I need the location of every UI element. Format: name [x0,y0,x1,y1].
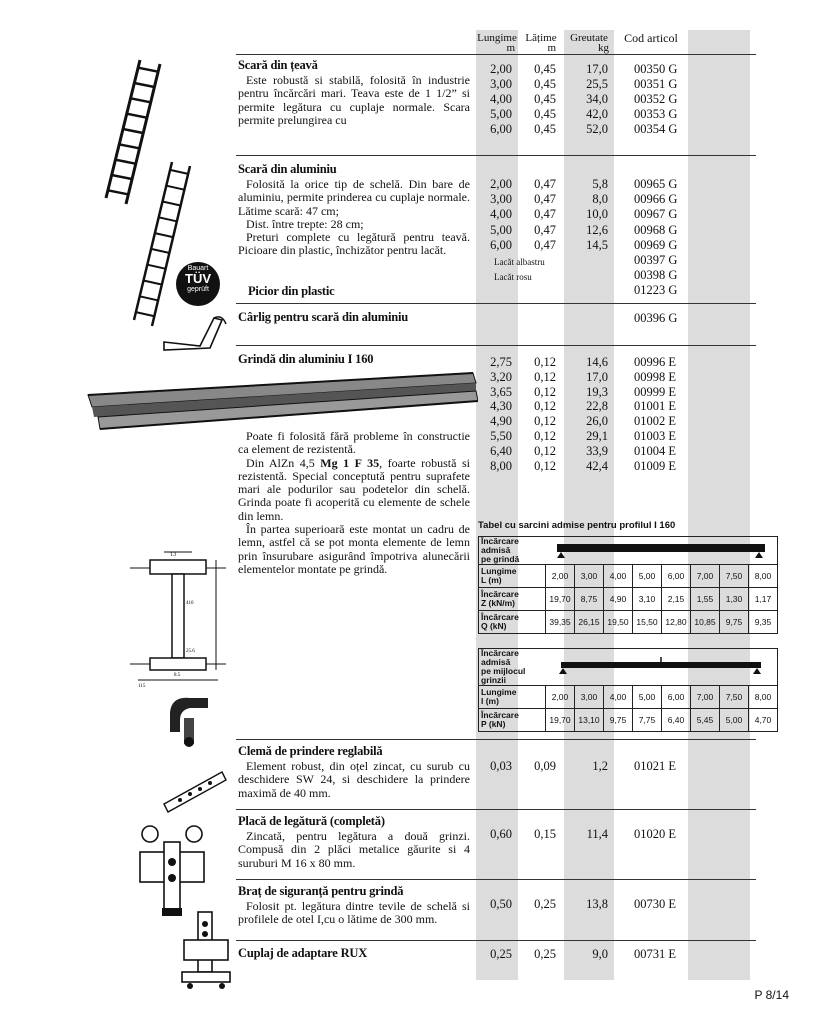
t2-head-line1: Încărcare admisă [481,648,519,667]
ladder-rung [147,265,165,269]
clema-lungime: 0,03 [490,759,512,773]
hook-image [160,312,240,354]
section-desc-placa: Zincată, pentru legătura a două grinzi. Compusă din 2 plăci metalice găurite si 4 suruburi M 16 x 80 mm. [238,829,470,870]
t2-p-cell-8: 4,70 [749,709,778,732]
aluminiu-row-1-greutate: 5,8 [592,177,608,191]
t2-length-cell-6: 7,00 [691,686,720,709]
aluminiu-row-5-lungime: 6,00 [490,237,512,252]
t1-row-z-label [479,588,546,611]
aluminiu-row-1-latime: 0,47 [534,177,556,191]
t1-r2-unit: Z (kN/m) [481,598,515,608]
brat-latime: 0,25 [534,897,556,911]
t1-beam-diagram [546,537,778,565]
grinda-row-8-cod: 01009 E [634,458,677,473]
t2-p-cell-3: 9,75 [604,709,633,732]
header-latime-unit: m [547,42,556,54]
grinda-row-5-lungime: 4,90 [490,414,512,429]
lock-blue-label [494,256,545,270]
clema-cod: 01021 E [634,759,677,773]
aluminiu-row-2-cod: 00966 G [634,192,678,207]
profile-cross-section-drawing [128,548,228,688]
teava-row-3-latime: 0,45 [534,92,556,106]
t2-r2-unit: P (kN) [481,719,506,729]
cuplaj-latime: 0,25 [534,947,556,961]
placa-cod: 01020 E [634,827,677,841]
ladder-rung [138,68,158,72]
load-table-2 [478,648,778,732]
grinda-para-2-rest: , foarte robustă si rezistentă. Special conceptută pentru suprafete mari ale podurilor sau podetelor din schelă. Grinda poate fi acoperită cu elemente de schele din lemn. [238,455,471,523]
aluminiu-row-4-cod: 00968 G [634,222,678,237]
desc-line-3: Preturi complete cu legătură pentru teavă. Picioare din plastic, închizător pentru lacăt. [238,230,470,258]
foot-code: 01223 G [634,283,678,297]
ladder-rung [151,249,169,253]
t2-length-cell-2: 3,00 [575,686,604,709]
teava-row-4-latime: 0,45 [534,107,556,121]
t2-length-cell-8: 8,00 [749,686,778,709]
teava-row-4-greutate: 42,0 [586,107,608,121]
t2-p-cell-5: 6,40 [662,709,691,732]
ladder-rung [123,129,143,133]
t2-head [479,649,546,686]
ladder-rung [163,202,181,206]
section-desc-grinda [238,430,470,576]
dim-top: 13 [170,552,176,558]
brat-cod: 00730 E [634,897,677,911]
desc-line-2: Dist. între trepte: 28 cm; [246,216,364,231]
t1-r3-name: Încărcare [481,612,519,622]
dim-base: 8.5 [174,673,181,678]
grinda-material-bold: Mg 1 F 35 [320,455,380,470]
teava-row-3-lungime: 4,00 [490,92,512,106]
grinda-row-1-latime: 0,12 [534,355,556,369]
t2-length-cell-1: 2,00 [546,686,575,709]
clema-latime: 0,09 [534,759,556,773]
teava-row-2-cod: 00351 G [634,77,678,91]
column-shade-extra [688,30,750,980]
t1-q-cell-2: 26,15 [575,611,604,634]
section-title-clema: Clemă de prindere reglabilă [238,744,383,758]
grinda-row-8-latime: 0,12 [534,458,556,473]
load-table-caption: Tabel cu sarcini admise pentru profilul I 160 [478,520,676,531]
t1-head-line2: pe grindă [481,554,520,564]
section-desc-clema: Element robust, din oțel zincat, cu surub cu deschidere SW 24, si deschidere la prindere maximă de 40 mm. [238,759,470,800]
grinda-para-2 [238,457,470,523]
section-title-cuplaj: Cuplaj de adaptare RUX [238,946,368,960]
cuplaj-cod: 00731 E [634,947,677,961]
t1-r1-unit: L (m) [481,575,502,585]
teava-row-2-lungime: 3,00 [490,77,512,91]
aluminiu-row-3-lungime: 4,00 [490,207,512,222]
ladder-rung [170,170,188,174]
grinda-row-3-cod: 00999 E [634,384,677,399]
aluminiu-row-5-cod: 00969 G [634,237,678,252]
grinda-para-1: Poate fi folosită fără probleme în constructie ca element de rezistentă. [238,429,470,457]
plate-image [160,768,230,816]
teava-row-3-greutate: 34,0 [586,92,608,106]
placa-lungime: 0,60 [490,827,512,841]
aluminiu-row-5-latime: 0,47 [534,237,556,252]
t2-p-cell-1: 19,70 [546,709,575,732]
t1-z-cell-6: 1,55 [691,588,720,611]
t1-length-cell-4: 5,00 [633,565,662,588]
t1-row-q-label [479,611,546,634]
t1-length-cell-5: 6,00 [662,565,691,588]
t2-r2-name: Încărcare [481,710,519,720]
header-greutate-label: Greutate [570,32,608,44]
t1-z-cell-4: 3,10 [633,588,662,611]
divider-5 [236,739,756,740]
t2-length-cell-5: 6,00 [662,686,691,709]
grinda-row-8-greutate: 42,4 [586,458,608,473]
aluminiu-row-4-latime: 0,47 [534,222,556,237]
section-desc-brat: Folosit pt. legătura dintre tevile de schelă si profilele de otel I,cu o lătime de 300 mm. [238,899,470,927]
page-number: P 8/14 [754,988,789,1002]
grinda-row-5-latime: 0,12 [534,414,556,429]
subtitle-picior-plastic: Picior din plastic [248,284,335,298]
grinda-row-7-greutate: 33,9 [586,443,608,458]
dim-flange: 25.6 [186,649,195,654]
ladder-rung [136,312,154,316]
clamp-image [162,692,218,748]
dim-width: 115 [138,684,146,688]
aluminiu-row-3-cod: 00967 G [634,207,678,222]
teava-row-5-greutate: 52,0 [586,122,608,136]
t1-z-cell-5: 2,15 [662,588,691,611]
t1-row-length-label [479,565,546,588]
t2-p-cell-2: 13,10 [575,709,604,732]
divider-2 [236,155,756,156]
aluminiu-row-3-latime: 0,47 [534,207,556,222]
header-greutate-unit: kg [598,42,609,54]
grinda-row-2-cod: 00998 E [634,369,677,384]
grinda-row-6-lungime: 5,50 [490,429,512,443]
grinda-row-1-greutate: 14,6 [586,355,608,369]
section-title-grinda: Grindă din aluminiu I 160 [238,352,374,366]
grinda-row-1-lungime: 2,75 [490,355,512,369]
divider-6 [236,809,756,810]
t2-r1-name: Lungime [481,687,517,697]
beam-image [78,355,478,440]
t2-row-p-label [479,709,546,732]
grinda-para-3: În partea superioară este montat un cadru de lemn, astfel că se pot monta elemente de lemn prin însurubare asigurând împotriva alunecării elementelor montate pe grindă. [238,522,470,576]
t1-length-cell-7: 7,50 [720,565,749,588]
aluminiu-row-2-latime: 0,47 [534,192,556,207]
grinda-row-4-latime: 0,12 [534,399,556,414]
grinda-row-2-greutate: 17,0 [586,369,608,384]
dim-web: 410 [186,601,194,606]
t1-length-cell-6: 7,00 [691,565,720,588]
divider-8 [236,940,756,941]
teava-row-1-latime: 0,45 [534,62,556,76]
t1-q-cell-6: 10,85 [691,611,720,634]
section-desc-scara-aluminiu [238,178,470,258]
t2-length-cell-4: 5,00 [633,686,662,709]
ladder-rung [155,233,173,237]
tuv-badge-top: Bauart [187,265,209,272]
carlig-code: 00396 G [634,311,678,325]
section-title-placa: Placă de legătură (completă) [238,814,385,828]
teava-row-5-lungime: 6,00 [490,122,512,136]
tuv-badge [176,262,220,306]
rux-adapter-image [176,910,236,990]
grinda-row-1-cod: 00996 E [634,355,677,369]
t1-length-cell-8: 8,00 [749,565,778,588]
t2-p-cell-4: 7,75 [633,709,662,732]
brat-lungime: 0,50 [490,897,512,911]
ladder-rung [166,186,184,190]
t1-z-cell-7: 1,30 [720,588,749,611]
aluminiu-row-3-greutate: 10,0 [586,207,608,222]
teava-row-2-greutate: 25,5 [586,77,608,91]
t2-beam-diagram [546,649,778,686]
t1-r2-name: Încărcare [481,589,519,599]
section-title-brat: Braț de siguranță pentru grindă [238,884,404,898]
grinda-row-6-cod: 01003 E [634,429,677,443]
ladder-rung [119,144,139,148]
t1-z-cell-2: 8,75 [575,588,604,611]
teava-row-4-cod: 00353 G [634,107,678,121]
clema-greutate: 1,2 [592,759,608,773]
aluminiu-row-2-greutate: 8,0 [592,192,608,207]
divider-1 [236,54,756,55]
tuv-badge-mid: TÜV [185,271,211,286]
aluminiu-row-4-lungime: 5,00 [490,222,512,237]
section-title-carlig: Cârlig pentru scară din aluminiu [238,310,409,324]
t1-r3-unit: Q (kN) [481,621,507,631]
t2-length-cell-3: 4,00 [604,686,633,709]
t1-q-cell-1: 39,35 [546,611,575,634]
grinda-row-3-lungime: 3,65 [490,384,512,399]
t1-q-cell-4: 15,50 [633,611,662,634]
teava-row-2-latime: 0,45 [534,77,556,91]
cuplaj-greutate: 9,0 [592,947,608,961]
teava-row-1-lungime: 2,00 [490,62,512,76]
grinda-row-6-latime: 0,12 [534,429,556,443]
cuplaj-lungime: 0,25 [490,947,512,961]
header-latime-label: Lățime [525,32,557,44]
aluminiu-row-1-cod: 00965 G [634,177,678,191]
t2-p-cell-6: 5,45 [691,709,720,732]
t1-length-cell-1: 2,00 [546,565,575,588]
lock-blue-color: albastru [516,257,545,267]
t1-head [479,537,546,565]
teava-row-1-greutate: 17,0 [586,62,608,76]
grinda-row-4-greutate: 22,8 [586,399,608,414]
grinda-row-2-latime: 0,12 [534,369,556,384]
t1-q-cell-8: 9,35 [749,611,778,634]
placa-greutate: 11,4 [586,827,608,841]
t2-head-line2: pe mijlocul grinzii [481,666,526,685]
section-title-scara-teava: Scară din țeavă [238,58,318,72]
grinda-row-4-cod: 01001 E [634,399,677,414]
section-title-scara-aluminiu: Scară din aluminiu [238,162,337,176]
t1-r1-name: Lungime [481,566,517,576]
section-desc-scara-teava: Este robustă si stabilă, folosită în industrie pentru încărcări mari. Teava este de 1 1/2” si permite legătura cu cuplaje normale. Scara permite prelungirea cu [238,73,470,127]
ladder-rung [127,114,147,118]
header-cod: Cod articol [624,31,678,45]
lock-red-color: rosu [516,272,532,282]
header-lungime-label: Lungime [477,32,517,44]
t1-z-cell-8: 1,17 [749,588,778,611]
grinda-row-7-lungime: 6,40 [490,443,512,458]
t1-length-cell-2: 3,00 [575,565,604,588]
teava-row-3-cod: 00352 G [634,92,678,106]
header-lungime [476,33,518,53]
header-greutate [564,33,614,53]
tuv-badge-bottom: geprüft [187,286,209,293]
header-lungime-unit: m [506,42,515,54]
grinda-row-6-greutate: 29,1 [586,429,608,443]
t2-row-length-label [479,686,546,709]
t1-length-cell-3: 4,00 [604,565,633,588]
t2-length-cell-7: 7,50 [720,686,749,709]
divider-7 [236,879,756,880]
grinda-row-2-lungime: 3,20 [490,369,512,384]
t2-r1-unit: l (m) [481,696,499,706]
ladder-rung [140,296,158,300]
grinda-row-5-greutate: 26,0 [586,414,608,429]
ladder-rung [144,281,162,285]
grinda-row-8-lungime: 8,00 [490,458,512,473]
placa-latime: 0,15 [534,827,556,841]
load-table-1 [478,536,778,634]
t1-head-line1: Încărcare admisă [481,536,519,555]
t1-q-cell-7: 9,75 [720,611,749,634]
divider-4 [236,345,756,346]
desc-line-1: Folosită la orice tip de schelă. Din bare de aluminiu, permite prinderea cu cuplaje normale. Lătime scară: 47 cm; [238,177,470,218]
lock-blue-name: Lacăt [494,257,514,267]
t1-q-cell-3: 19,50 [604,611,633,634]
teava-row-1-cod: 00350 G [634,62,678,76]
t2-p-cell-7: 5,00 [720,709,749,732]
header-latime [520,33,562,53]
grinda-row-7-cod: 01004 E [634,443,677,458]
ladder-rung [134,83,154,87]
safety-arm-image [132,822,212,918]
lock-blue-code: 00397 G [634,253,678,267]
lock-red-label [494,271,532,285]
ladder-aluminium-image [120,160,200,330]
lock-red-name: Lacăt [494,272,514,282]
ladder-rung [159,217,177,221]
grinda-row-4-lungime: 4,30 [490,399,512,414]
t1-z-cell-3: 4,90 [604,588,633,611]
aluminiu-row-5-greutate: 14,5 [586,237,608,252]
aluminiu-row-1-lungime: 2,00 [490,177,512,191]
divider-3 [236,303,756,304]
aluminiu-row-2-lungime: 3,00 [490,192,512,207]
grinda-row-7-latime: 0,12 [534,443,556,458]
grinda-material: Din AlZn 4,5 [246,455,321,470]
aluminiu-row-4-greutate: 12,6 [586,222,608,237]
ladder-rung [131,98,151,102]
grinda-row-3-greutate: 19,3 [586,384,608,399]
grinda-row-3-latime: 0,12 [534,384,556,399]
teava-row-5-latime: 0,45 [534,122,556,136]
teava-row-4-lungime: 5,00 [490,107,512,121]
teava-row-5-cod: 00354 G [634,122,678,136]
t1-q-cell-5: 12,80 [662,611,691,634]
grinda-row-5-cod: 01002 E [634,414,677,429]
t1-z-cell-1: 19,70 [546,588,575,611]
brat-greutate: 13,8 [586,897,608,911]
lock-red-code: 00398 G [634,268,678,282]
